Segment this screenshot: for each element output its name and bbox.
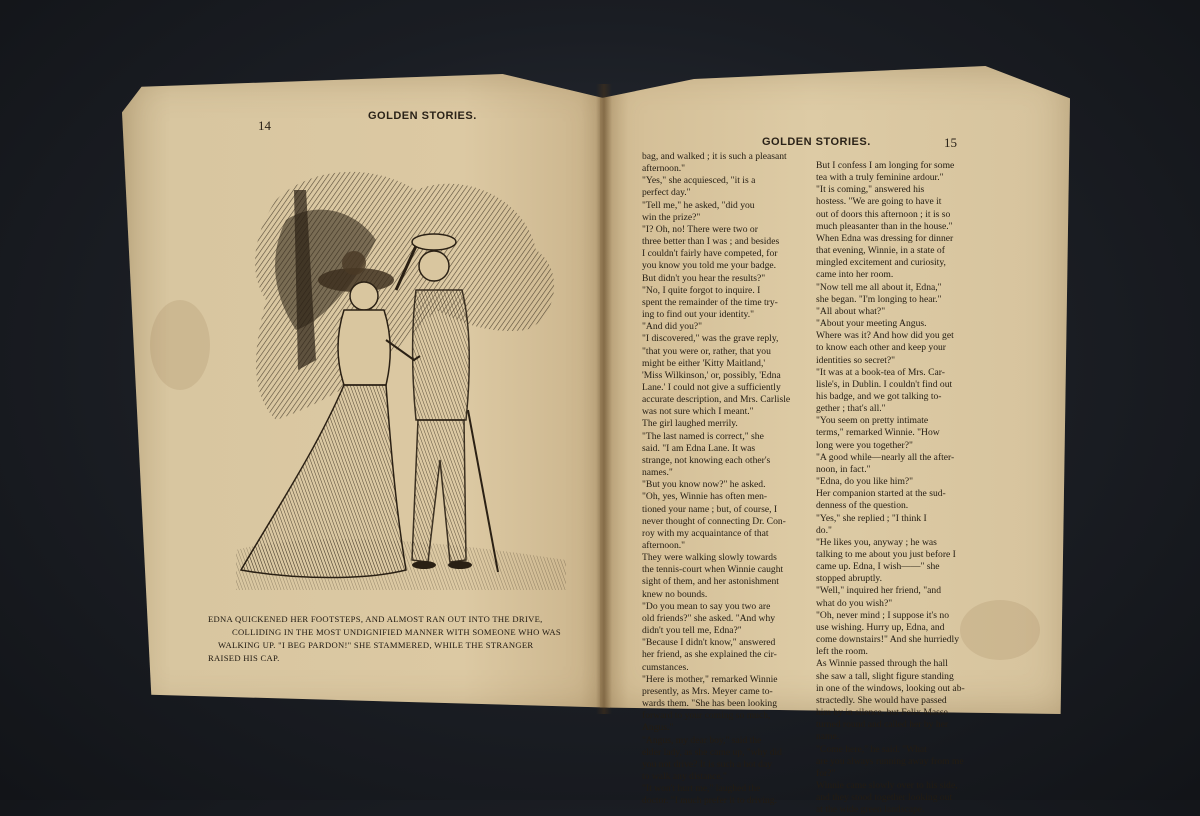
text-line: names." <box>642 467 673 479</box>
left-running-head: GOLDEN STORIES. <box>368 110 477 122</box>
text-line: him by in silence, but Felix Masse <box>816 707 948 719</box>
text-line: was not sure which I meant." <box>642 406 754 418</box>
text-line: do." <box>816 524 832 536</box>
text-line: Lane.' I could not give a sufficiently <box>642 381 781 393</box>
text-line: accurate description, and Mrs. Carlisle <box>642 394 791 406</box>
text-line: I couldn't fairly have competed, for <box>642 248 778 260</box>
text-line: came up. Edna, I wish——" she <box>816 561 940 573</box>
text-line: "It was at a book-tea of Mrs. Car- <box>816 366 945 378</box>
text-line: sight of them, and her astonishment <box>642 576 779 588</box>
caption-line: WALKING UP. "I BEG PARDON!" SHE STAMMERED, WHILE THE STRANGER <box>218 640 534 650</box>
text-line: bag, and walked ; it is such a pleasant <box>642 151 787 162</box>
text-line: "Oh, yes, Winnie has often men- <box>642 491 768 503</box>
text-line: "The last named is correct," she <box>642 430 764 442</box>
text-line: in one of the windows, looking out ab- <box>816 682 965 694</box>
text-line: identities so secret?" <box>816 354 896 366</box>
text-line: she saw a tall, slight figure standing <box>816 670 954 682</box>
text-line: for?" <box>816 767 836 779</box>
text-line: didn't you tell me, Edna?" <box>642 625 742 637</box>
text-line: "Now tell me all about it, Edna," <box>816 281 942 293</box>
text-line: that evening, Winnie, in a state of <box>816 245 945 257</box>
text-line: never thought of connecting Dr. Con- <box>642 515 786 527</box>
text-line: and they stood together looking out <box>816 792 953 804</box>
text-line: "Here is mother," remarked Winnie <box>642 673 778 685</box>
text-line: "But you know now?" he asked. <box>642 479 766 491</box>
text-line: roy with my acquaintance of that <box>642 527 769 539</box>
text-line: "Edna, do you like him?" <box>816 476 914 488</box>
text-line: "Yes," she acquiesced, "it is a <box>642 175 756 187</box>
text-line: long were you together?" <box>816 439 913 451</box>
text-line: Where was it? And how did you get <box>816 330 954 342</box>
right-running-head: GOLDEN STORIES. <box>762 136 871 148</box>
text-line: But didn't you hear the results?" <box>642 272 766 284</box>
text-line: strange, not knowing each other's <box>642 454 771 466</box>
text-line: "No, I quite forgot to inquire. I <box>642 284 761 296</box>
text-line: "It won't hurt me," laughed the <box>642 783 761 795</box>
text-line: Angus." <box>642 722 674 734</box>
text-line: to know each other and keep your <box>816 342 947 354</box>
text-line: Winnie came slowly over to his side, <box>816 779 958 791</box>
text-line: stractedly. She would have passed <box>816 694 947 706</box>
text-line: "that you were or, rather, that you <box>642 345 771 357</box>
text-line: mingled excitement and curiosity, <box>816 257 946 269</box>
text-line: "It is coming," answered his <box>816 184 925 196</box>
text-line: spent the remainder of the time try- <box>642 296 778 308</box>
text-line: afternoon." <box>642 540 686 551</box>
text-line: use wishing. Hurry up, Edna, and <box>816 621 945 633</box>
text-line: you not drive? It is such a hot day <box>642 758 773 770</box>
text-line: "Well," inquired her friend, "and <box>816 585 941 597</box>
text-line: "You seem on pretty intimate <box>816 415 929 427</box>
text-line: to walk any distance." <box>642 770 727 782</box>
text-line: "Yes," she replied ; "I think I <box>816 512 927 524</box>
text-line: his badge, and we got talking to- <box>816 390 942 402</box>
text-line: "Come here," he said. "What <box>816 743 927 755</box>
text-line: talking to me about you just before I <box>816 549 956 560</box>
text-line: gether ; that's all." <box>816 403 886 415</box>
text-line: When Edna was dressing for dinner <box>816 232 954 244</box>
text-line: out of doors this afternoon ; it is so <box>816 208 951 220</box>
text-line: But I confess I am longing for some <box>816 160 955 171</box>
text-line: "I? Oh, no! There were two or <box>642 223 758 235</box>
text-line: her friend, as she explained the cir- <box>642 649 777 661</box>
text-line: three better than I was ; and besides <box>642 236 780 248</box>
text-line: old friends?" she asked. "And why <box>642 612 776 624</box>
text-line: are you always running away from me <box>816 755 964 767</box>
engraving-illustration <box>236 160 596 610</box>
text-line: cumstances. <box>642 661 689 673</box>
text-column-2 <box>816 160 984 816</box>
text-line: stopped abruptly. <box>816 573 882 585</box>
paper-stain <box>150 300 210 390</box>
text-line: "And did you?" <box>642 321 703 333</box>
text-line: you know you told me your badge. <box>642 260 777 272</box>
text-line: The girl laughed merrily. <box>642 418 738 430</box>
text-line: turned round and called her by her <box>816 719 949 731</box>
text-line: hostess. "We are going to have it <box>816 196 942 208</box>
text-line: tioned your name ; but, of course, I <box>642 503 778 515</box>
text-line: "About your meeting Angus. <box>816 318 927 330</box>
text-line: Her companion started at the sud- <box>816 488 946 500</box>
text-line: As Winnie passed through the hall <box>816 658 948 670</box>
caption-line: COLLIDING IN THE MOST UNDIGNIFIED MANNER WITH SOMEONE WHO WAS <box>232 627 562 637</box>
text-line: left the room. <box>816 646 868 658</box>
text-line: ing to find out your identity." <box>642 309 755 321</box>
text-line: presently, as Mrs. Meyer came to- <box>642 685 773 697</box>
text-line: elder lady, as she came up, "why did <box>642 746 782 758</box>
text-line: noon, in fact." <box>816 463 871 475</box>
text-line: she began. "I'm longing to hear." <box>816 293 942 305</box>
text-line: "I discovered," was the grave reply, <box>642 333 779 345</box>
text-line: forward to your coming so much, <box>642 710 771 722</box>
text-line: afternoon." <box>642 163 686 175</box>
text-line: knew no bounds. <box>642 588 708 600</box>
text-line: doctor. "I much prefer it to driving. <box>642 795 777 807</box>
text-line: They were walking slowly towards <box>642 552 777 564</box>
illustration-caption <box>208 613 588 665</box>
text-line: name. <box>816 731 840 743</box>
text-line: "All about what?" <box>816 305 886 317</box>
right-page-number: 15 <box>944 135 957 150</box>
text-line: at the wide green landscape. <box>816 804 925 816</box>
text-line: "He likes you, anyway ; he was <box>816 536 937 548</box>
text-line: might be either 'Kitty Maitland,' <box>642 357 766 369</box>
left-page-number: 14 <box>258 118 271 133</box>
caption-line: RAISED HIS CAP. <box>208 653 280 663</box>
text-line: terms," remarked Winnie. "How <box>816 427 940 439</box>
text-line: "Because I didn't know," answered <box>642 637 776 649</box>
text-line: 'Miss Wilkinson,' or, possibly, 'Edna <box>642 369 781 381</box>
text-line: lisle's, in Dublin. I couldn't find out <box>816 378 953 390</box>
text-line: "Do you mean to say you two are <box>642 600 771 612</box>
text-line: "Angus, my dear boy," said the <box>642 734 762 746</box>
text-line: the tennis-court when Winnie caught <box>642 564 784 576</box>
caption-line: EDNA QUICKENED HER FOOTSTEPS, AND ALMOST RAN OUT INTO THE DRIVE, <box>208 614 543 624</box>
text-line: what do you wish?" <box>816 597 893 609</box>
text-line: perfect day." <box>642 187 691 199</box>
text-line: "Tell me," he asked, "did you <box>642 199 755 211</box>
text-line: come downstairs!" And she hurriedly <box>816 634 959 646</box>
text-line: "Oh, never mind ; I suppose it's no <box>816 609 950 621</box>
text-line: much pleasanter than in the house." <box>816 220 953 232</box>
text-line: win the prize?" <box>642 211 701 223</box>
text-line: wards them. "She has been looking <box>642 698 778 710</box>
text-line: denness of the question. <box>816 500 909 512</box>
text-line: "A good while—nearly all the after- <box>816 451 955 463</box>
text-column-1 <box>642 151 806 807</box>
text-line: tea with a truly feminine ardour." <box>816 172 944 184</box>
text-line: said. "I am Edna Lane. It was <box>642 442 756 454</box>
book-gutter <box>596 84 612 714</box>
text-line: came into her room. <box>816 269 894 281</box>
